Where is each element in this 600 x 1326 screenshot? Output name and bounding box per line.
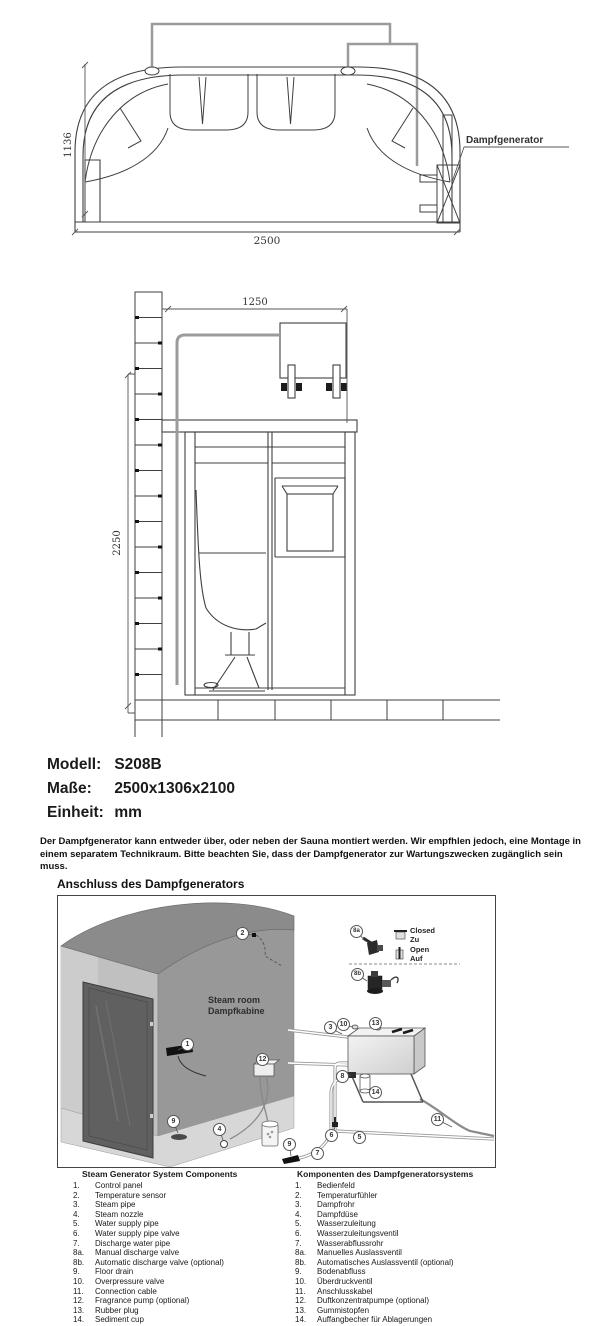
list-item: 9. Bodenabfluss	[295, 1267, 366, 1277]
callout-5: 5	[353, 1131, 366, 1144]
room-label-en: Steam room	[208, 995, 261, 1005]
list-item: 9. Floor drain	[73, 1267, 134, 1277]
generator-box	[280, 323, 346, 398]
list-item: 8a. Manual discharge valve	[73, 1248, 180, 1258]
drain-outlet	[282, 1155, 300, 1164]
dimension-lines	[72, 62, 569, 235]
dim-width-label: 1250	[242, 297, 268, 308]
legend-open-en: Open	[410, 945, 430, 954]
legend-open-label	[410, 946, 429, 963]
brick-wall	[135, 292, 162, 700]
list-item: 10. Overpressure valve	[73, 1277, 165, 1287]
list-item: 7. Discharge water pipe	[73, 1238, 171, 1248]
list-item: 2. Temperaturfühler	[295, 1190, 378, 1200]
spec-value-dimensions: 2500x1306x2100	[114, 780, 235, 797]
spec-block	[47, 753, 235, 825]
side-view-svg	[75, 285, 505, 740]
spec-row-unit	[47, 801, 235, 825]
spec-label: Maße:	[47, 780, 92, 797]
generator-callout-label: Dampfgenerator	[466, 135, 544, 146]
legend-closed-de: Zu	[410, 934, 420, 944]
mounting-note: Der Dampfgenerator kann entweder über, oder neben der Sauna montiert werden. Wir empfhlen jedoch, eine Montage in einem separatem Technikraum. Bitte beachten Sie, dass der Dampfgenerator zur Wartungszwecken zugänglich sein muss.	[40, 836, 581, 872]
spec-row-dimensions	[47, 777, 235, 801]
spec-value-unit: mm	[114, 804, 142, 821]
list-item: 1. Bedienfeld	[295, 1181, 355, 1191]
list-item: 12. Fragrance pump (optional)	[73, 1296, 190, 1306]
list-item: 8b. Automatic discharge valve (optional)	[73, 1257, 224, 1267]
spec-label: Modell:	[47, 756, 102, 773]
callout-3: 3	[324, 1021, 337, 1034]
cabin-shell-outline	[75, 67, 460, 232]
top-view-svg	[40, 10, 570, 260]
callout-8b: 8b	[351, 968, 364, 981]
callout-8: 8	[336, 1070, 349, 1083]
steam-generator-unit	[348, 1025, 425, 1102]
list-item: 14. Sediment cup	[73, 1315, 144, 1325]
generator-location-box	[420, 115, 460, 223]
callout-12: 12	[256, 1053, 269, 1066]
dim-width-label: 2500	[253, 235, 281, 247]
callout-11: 11	[431, 1113, 444, 1126]
component-list-en-title: Steam Generator System Components	[82, 1169, 238, 1179]
cabin-section	[162, 420, 357, 695]
cabin-door	[83, 982, 153, 1158]
callout-8a: 8a	[350, 925, 363, 938]
legend-closed-label	[410, 927, 435, 944]
list-item: 4. Dampfdüse	[295, 1209, 358, 1219]
callout-13: 13	[369, 1017, 382, 1030]
list-item: 8a. Manuelles Auslassventil	[295, 1248, 402, 1258]
list-item: 6. Water supply pipe valve	[73, 1229, 180, 1239]
door-hinge	[150, 1114, 153, 1118]
room-label	[208, 995, 265, 1017]
callout-7: 7	[311, 1147, 324, 1160]
list-item: 6. Wasserzuleitungsventil	[295, 1229, 399, 1239]
callout-10: 10	[337, 1018, 350, 1031]
spec-label: Einheit:	[47, 804, 104, 821]
list-item: 5. Wasserzuleitung	[295, 1219, 376, 1229]
component-list-de	[295, 1170, 473, 1325]
door-hinge	[150, 1022, 153, 1026]
list-item: 14. Auffangbecher für Ablagerungen	[295, 1315, 433, 1325]
section-title: Anschluss des Dampfgenerators	[57, 877, 245, 891]
steam-cabin	[61, 903, 294, 1167]
list-item: 1. Control panel	[73, 1181, 143, 1191]
callout-4: 4	[213, 1123, 226, 1136]
list-item: 3. Dampfrohr	[295, 1200, 355, 1210]
connection-diagram	[57, 895, 496, 1168]
callout-1: 1	[181, 1038, 194, 1051]
steam-pipe-routing	[152, 24, 417, 166]
list-item: 3. Steam pipe	[73, 1200, 136, 1210]
list-item: 5. Water supply pipe	[73, 1219, 159, 1229]
list-item: 11. Anschlusskabel	[295, 1286, 373, 1296]
callout-6: 6	[325, 1129, 338, 1142]
fragrance-container	[262, 1121, 278, 1146]
legend-open-de: Auf	[410, 953, 423, 963]
steam-nozzle	[221, 1141, 228, 1148]
list-item: 13. Rubber plug	[73, 1305, 139, 1315]
list-item: 13. Gummistopfen	[295, 1305, 370, 1315]
side-view-drawing	[75, 285, 505, 740]
list-item: 8b. Automatisches Auslassventil (optional)	[295, 1257, 454, 1267]
list-item: 2. Temperature sensor	[73, 1190, 167, 1200]
dim-height-label: 2250	[112, 530, 123, 556]
list-item: 4. Steam nozzle	[73, 1209, 144, 1219]
callout-14: 14	[369, 1086, 382, 1099]
seats	[85, 74, 450, 182]
room-label-de: Dampfkabine	[208, 1006, 265, 1016]
list-item: 7. Wasserabflussrohr	[295, 1238, 384, 1248]
component-list-de-title: Komponenten des Dampfgeneratorsystems	[297, 1169, 474, 1179]
solenoid-valve-icon	[367, 971, 398, 994]
closed-state-icon	[396, 932, 405, 939]
callout-2: 2	[236, 927, 249, 940]
list-item: 10. Überdruckventil	[295, 1277, 373, 1287]
spec-value-model: S208B	[114, 756, 162, 773]
spec-row-model	[47, 753, 235, 777]
steam-outlet-ovals	[145, 67, 355, 75]
dim-height-label: 1136	[63, 132, 74, 158]
floor-drain	[171, 1134, 187, 1140]
supply-valve	[332, 1117, 338, 1127]
callout-9-drain: 9	[167, 1115, 180, 1128]
component-list-en	[73, 1170, 237, 1325]
list-item: 11. Connection cable	[73, 1286, 157, 1296]
steam-pipe	[177, 335, 280, 685]
floor-tiles	[135, 700, 500, 737]
callout-9-outlet: 9	[283, 1138, 296, 1151]
list-item: 12. Duftkonzentratpumpe (optional)	[295, 1296, 430, 1306]
legend	[349, 931, 460, 994]
top-view-drawing	[40, 10, 570, 260]
legend-closed-en: Closed	[410, 926, 436, 935]
